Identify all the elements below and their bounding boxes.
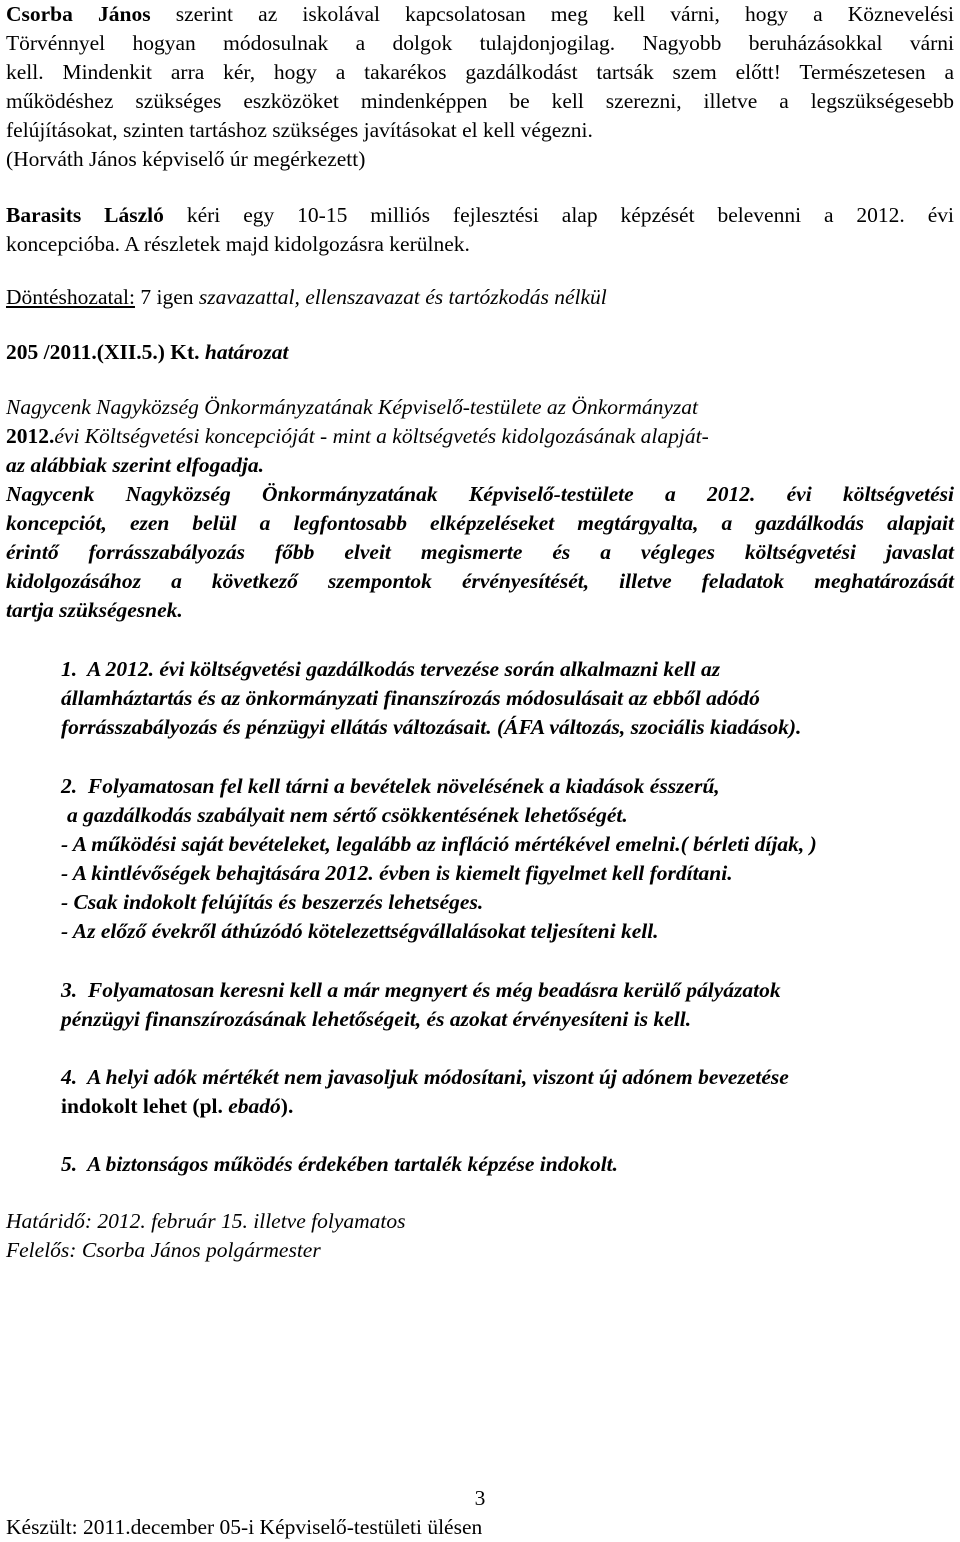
list-item-5 [6, 1150, 954, 1179]
paragraph-barasits [6, 201, 954, 259]
paragraph-line: koncepcióba. A részletek majd kidolgozásra kerülnek. [6, 232, 470, 256]
list-item-2 [6, 772, 954, 946]
resolution-line: az alábbiak szerint elfogadja. [6, 453, 265, 477]
item-line: pénzügyi finanszírozásának lehetőségeit, és azokat érvényesíteni is kell. [61, 1007, 692, 1031]
item-line: forrásszabályozás és pénzügyi ellátás változásait. (ÁFA változás, szociális kiadások). [61, 715, 802, 739]
vote-details: szavazattal, ellenszavazat és tartózkodás nélkül [198, 285, 607, 309]
decision-line [6, 283, 954, 312]
resolution-title [6, 338, 954, 367]
resolution-line: kidolgozásához a következő szempontok érvényesítését, illetve feladatok meghatározását [6, 569, 954, 593]
resolution-line: Nagycenk Nagyközség Önkormányzatának Képviselő-testülete a 2012. évi költségvetési [6, 482, 954, 506]
resolution-word: határozat [204, 340, 289, 364]
paragraph-line: kell. Mindenkit arra kér, hogy a takarékos gazdálkodást tartsák szem előtt! Természetesen a [6, 60, 954, 84]
item-line: 2. Folyamatosan fel kell tárni a bevételek növelésének a kiadások ésszerű, [61, 774, 720, 798]
vote-count: 7 igen [140, 285, 194, 309]
text-span: évi Költségvetési koncepcióját - mint a költségvetés kidolgozásának alapját- [54, 424, 709, 448]
paragraph-line: Törvénnyel hogyan módosulnak a dolgok tulajdonjogilag. Nagyobb beruházásokkal várni [6, 31, 954, 55]
resolution-line: érintő forrásszabályozás főbb elveit megismerte és a végleges költségvetési javaslat [6, 540, 954, 564]
year-text: 2012. [6, 424, 55, 448]
text-span: ebadó [228, 1094, 281, 1118]
responsible: Felelős: Csorba János polgármester [6, 1238, 321, 1262]
page-number: 3 [474, 1486, 486, 1510]
item-line: államháztartás és az önkormányzati finanszírozás módosulásait az ebből adódó [61, 686, 760, 710]
item-line: 4. A helyi adók mértékét nem javasoljuk módosítani, viszont új adónem bevezetése [61, 1065, 789, 1089]
item-line: - Az előző évekről áthúzódó kötelezettségvállalásokat teljesíteni kell. [61, 919, 659, 943]
item-line: - A kintlévőségek behajtására 2012. évben is kiemelt figyelmet kell fordítani. [61, 861, 733, 885]
item-line: 5. A biztonságos működés érdekében tartalék képzése indokolt. [61, 1152, 619, 1176]
footer-text: Készült: 2011.december 05-i Képviselő-testületi ülésen [6, 1515, 483, 1539]
resolution-body-main [6, 480, 954, 625]
deadline-block [6, 1207, 954, 1265]
text-span: indokolt lehet (pl. [61, 1094, 223, 1118]
paragraph-line: működéshez szükséges eszközöket mindenképpen be kell szerezni, illetve a legszükségesebb [6, 89, 954, 113]
item-line: a gazdálkodás szabályait nem sértő csökkentésének lehetőségét. [67, 803, 628, 827]
text-span: ). [280, 1094, 294, 1118]
text-span: szerint az iskolával kapcsolatosan meg kell várni, hogy a Köznevelési [175, 2, 955, 26]
deadline: Határidő: 2012. február 15. illetve folyamatos [6, 1209, 406, 1233]
list-item-4 [6, 1063, 954, 1121]
document-page [6, 0, 954, 1265]
item-line: - A működési saját bevételeket, legalább az infláció mértékével emelni.( bérleti díjak, ) [61, 832, 817, 856]
resolution-line [6, 422, 954, 451]
decision-label: Döntéshozatal: [6, 285, 135, 309]
resolution-line: tartja szükségesnek. [6, 598, 183, 622]
speaker-name: Csorba János [6, 2, 151, 26]
resolution-number: 205 /2011.(XII.5.) Kt. [6, 340, 200, 364]
item-line: 3. Folyamatosan keresni kell a már megnyert és még beadásra kerülő pályázatok [61, 978, 781, 1002]
item-line: 1. A 2012. évi költségvetési gazdálkodás tervezése során alkalmazni kell az [61, 657, 721, 681]
paragraph-line [6, 0, 954, 29]
resolution-line: Nagycenk Nagyközség Önkormányzatának Képviselő-testülete az Önkormányzat [6, 395, 699, 419]
text-span: kéri egy 10-15 milliós fejlesztési alap képzését belevenni a 2012. évi [186, 203, 955, 227]
paragraph-line [6, 201, 954, 230]
speaker-name: Barasits László [6, 203, 164, 227]
item-line: - Csak indokolt felújítás és beszerzés lehetséges. [61, 890, 484, 914]
resolution-body-intro [6, 393, 954, 480]
paragraph-line: felújításokat, szinten tartáshoz szükséges javításokat el kell végezni. [6, 118, 593, 142]
item-line [61, 1092, 954, 1121]
arrival-note: (Horváth János képviselő úr megérkezett) [6, 147, 366, 171]
list-item-3 [6, 976, 954, 1034]
list-item-1 [6, 655, 954, 742]
paragraph-csorba [6, 0, 954, 174]
resolution-line: koncepciót, ezen belül a legfontosabb elképzeléseket megtárgyalta, a gazdálkodás alapjait [6, 511, 954, 535]
